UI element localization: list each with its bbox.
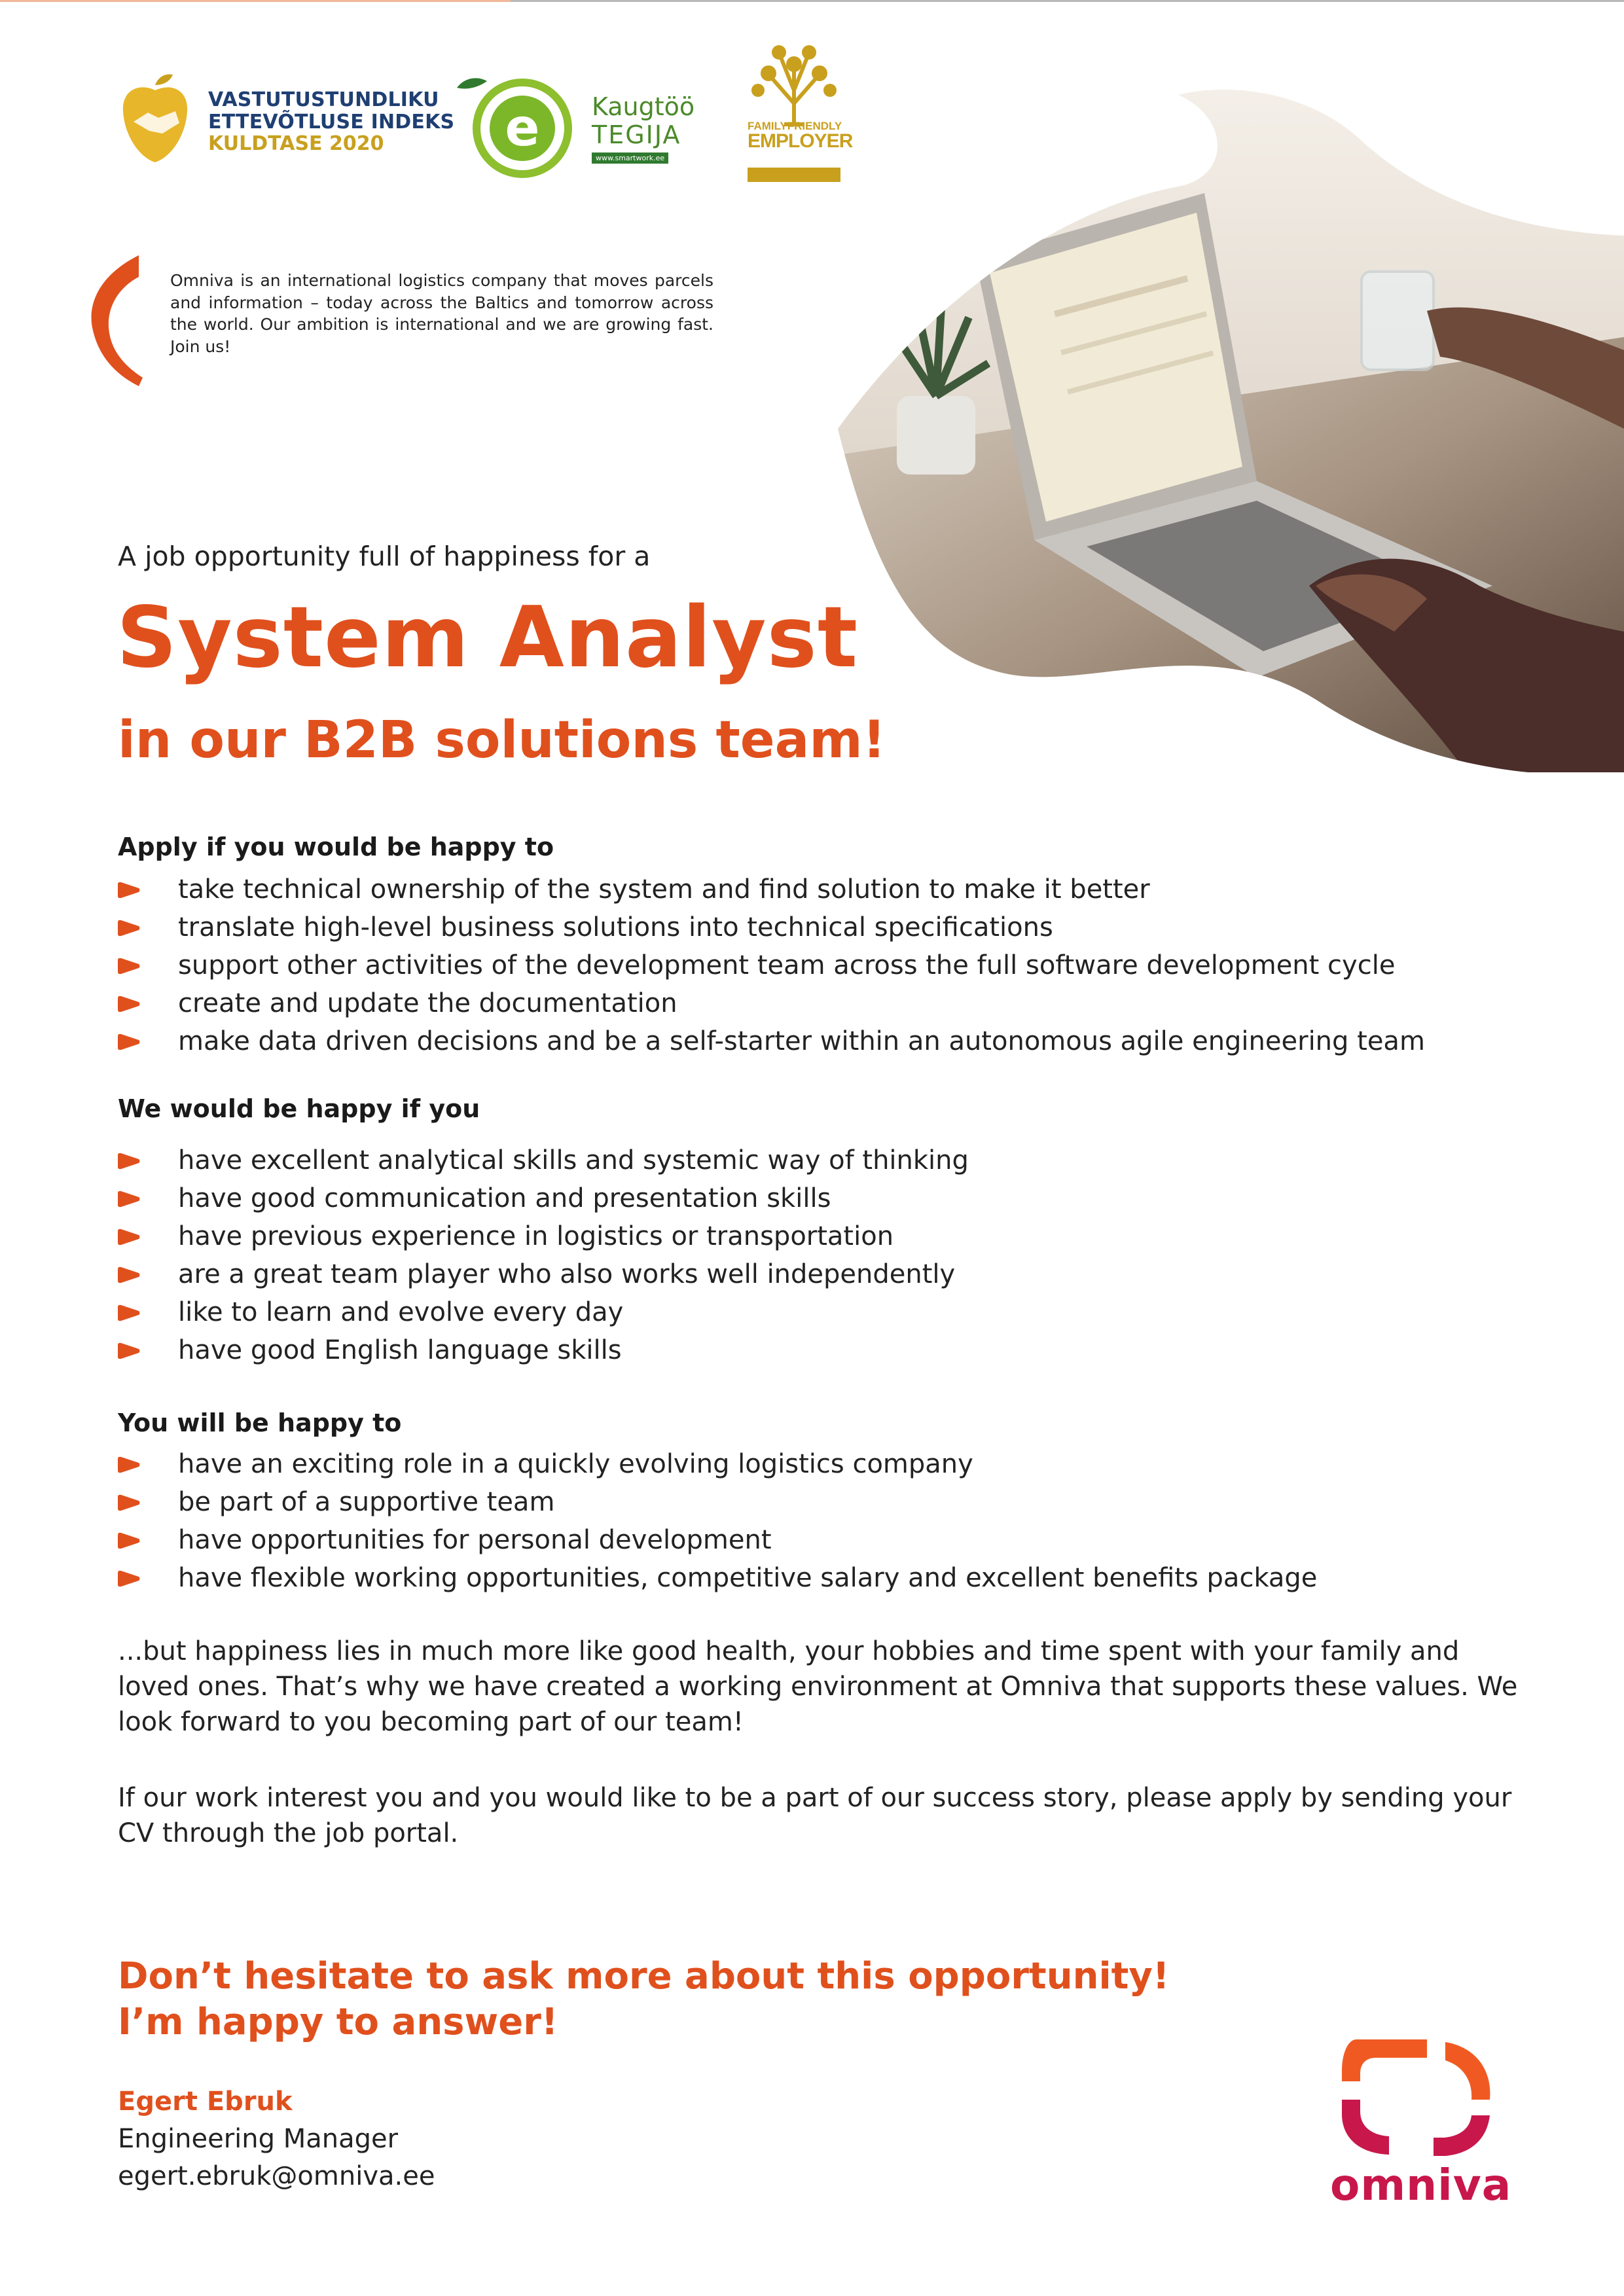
remote-badge-line1: Kaugtöö <box>592 92 695 121</box>
lead-line: A job opportunity full of happiness for a <box>118 541 651 572</box>
list-item-text: translate high-level business solutions into technical specifications <box>178 912 1053 942</box>
omniva-logo-icon <box>1329 2028 1519 2159</box>
family-badge-line1: FAMILYFRIENDLY <box>748 120 842 132</box>
bullet-arrow-icon <box>118 1342 140 1359</box>
list-item <box>118 1141 1525 1179</box>
top-accent-line <box>0 0 511 2</box>
list-item-text: have an exciting role in a quickly evolving logistics company <box>178 1449 973 1479</box>
list-item <box>118 1331 1525 1369</box>
laptop-photo <box>838 88 1624 772</box>
bullet-arrow-icon <box>118 1456 140 1473</box>
family-badge-line2: EMPLOYER <box>748 130 853 152</box>
list-item-text: have previous experience in logistics or transportation <box>178 1221 894 1251</box>
family-badge-text <box>748 120 853 167</box>
index-badge-line2: ETTEVÕTLUSE INDEKS <box>208 110 455 134</box>
remote-badge-url: www.smartwork.ee <box>592 152 668 164</box>
requirements-list <box>118 1141 1525 1369</box>
bullet-arrow-icon <box>118 1229 140 1246</box>
job-title: System Analyst <box>117 589 858 687</box>
list-item <box>118 1022 1525 1060</box>
remote-badge-line2: TEGIJA <box>592 120 681 149</box>
section-heading-requirements: We would be happy if you <box>118 1094 480 1123</box>
svg-text:e: e <box>505 99 540 158</box>
list-item-text: make data driven decisions and be a self-starter within an autonomous agile engineering team <box>178 1026 1425 1056</box>
index-badge-line1: VASTUTUSTUNDLIKU <box>208 88 439 111</box>
list-item <box>118 1559 1525 1597</box>
cta-line2: I’m happy to answer! <box>118 2001 558 2043</box>
bullet-arrow-icon <box>118 1191 140 1208</box>
list-item <box>118 984 1525 1022</box>
omniva-arc-accent <box>86 252 145 389</box>
list-item <box>118 870 1525 908</box>
happiness-paragraph: ...but happiness lies in much more like good health, your hobbies and time spent with your family and loved ones. That’s why we have created a working environment at Omniva that supports these values. We look forward to you becoming part of our team! <box>118 1636 1518 1737</box>
benefits-list <box>118 1445 1525 1597</box>
remote-work-badge-text <box>592 93 695 163</box>
list-item <box>118 1293 1525 1331</box>
top-divider-line <box>511 0 1624 2</box>
list-item-text: support other activities of the development team across the full software development cycle <box>178 950 1396 980</box>
bullet-arrow-icon <box>118 1304 140 1321</box>
index-badge-line3: KULDTASE 2020 <box>208 132 384 156</box>
list-item-text: like to learn and evolve every day <box>178 1297 624 1327</box>
bullet-arrow-icon <box>118 958 140 975</box>
list-item-text: have opportunities for personal development <box>178 1525 772 1555</box>
section-heading-benefits: You will be happy to <box>118 1408 402 1437</box>
list-item-text: have good communication and presentation skills <box>178 1183 831 1213</box>
bullet-arrow-icon <box>118 1532 140 1549</box>
list-item <box>118 1445 1525 1483</box>
omniva-wordmark: omniva <box>1330 2160 1512 2210</box>
list-item-text: be part of a supportive team <box>178 1487 555 1517</box>
bullet-arrow-icon <box>118 1494 140 1511</box>
bullet-arrow-icon <box>118 882 140 899</box>
list-item-text: are a great team player who also works well independently <box>178 1259 956 1289</box>
call-to-action <box>118 1954 1169 2045</box>
contact-role: Engineering Manager <box>118 2124 399 2154</box>
list-item-text: create and update the documentation <box>178 988 677 1018</box>
apple-handshake-icon <box>119 71 191 169</box>
bullet-arrow-icon <box>118 920 140 937</box>
apply-list <box>118 870 1525 1060</box>
list-item <box>118 1179 1525 1217</box>
job-subtitle: in our B2B solutions team! <box>118 711 886 770</box>
list-item-text: have excellent analytical skills and systemic way of thinking <box>178 1145 969 1175</box>
smartwork-e-logo-icon <box>450 68 581 181</box>
contact-email[interactable]: egert.ebruk@omniva.ee <box>118 2161 435 2191</box>
list-item <box>118 908 1525 946</box>
list-item-text: have good English language skills <box>178 1335 622 1365</box>
list-item <box>118 1217 1525 1255</box>
cta-line1: Don’t hesitate to ask more about this opportunity! <box>118 1955 1170 1998</box>
contact-name: Egert Ebruk <box>118 2087 293 2117</box>
bullet-arrow-icon <box>118 996 140 1013</box>
family-badge-line3: Gold level <box>770 156 818 167</box>
list-item-text: take technical ownership of the system and find solution to make it better <box>178 874 1150 905</box>
bullet-arrow-icon <box>118 1033 140 1050</box>
apply-paragraph: If our work interest you and you would like to be a part of our success story, please apply by sending your CV through the job portal. <box>118 1783 1512 1848</box>
list-item <box>118 1255 1525 1293</box>
section-heading-apply: Apply if you would be happy to <box>118 833 554 861</box>
list-item <box>118 946 1525 984</box>
bullet-arrow-icon <box>118 1153 140 1170</box>
bullet-arrow-icon <box>118 1266 140 1283</box>
list-item <box>118 1521 1525 1559</box>
company-intro: Omniva is an international logistics company that moves parcels and information – today across the Baltics and tomorrow across the world. Our ambition is international and we are growing fast. Join us! <box>170 271 713 356</box>
index-badge-text <box>208 89 454 155</box>
list-item <box>118 1483 1525 1521</box>
bullet-arrow-icon <box>118 1570 140 1587</box>
list-item-text: have flexible working opportunities, competitive salary and excellent benefits package <box>178 1563 1318 1593</box>
